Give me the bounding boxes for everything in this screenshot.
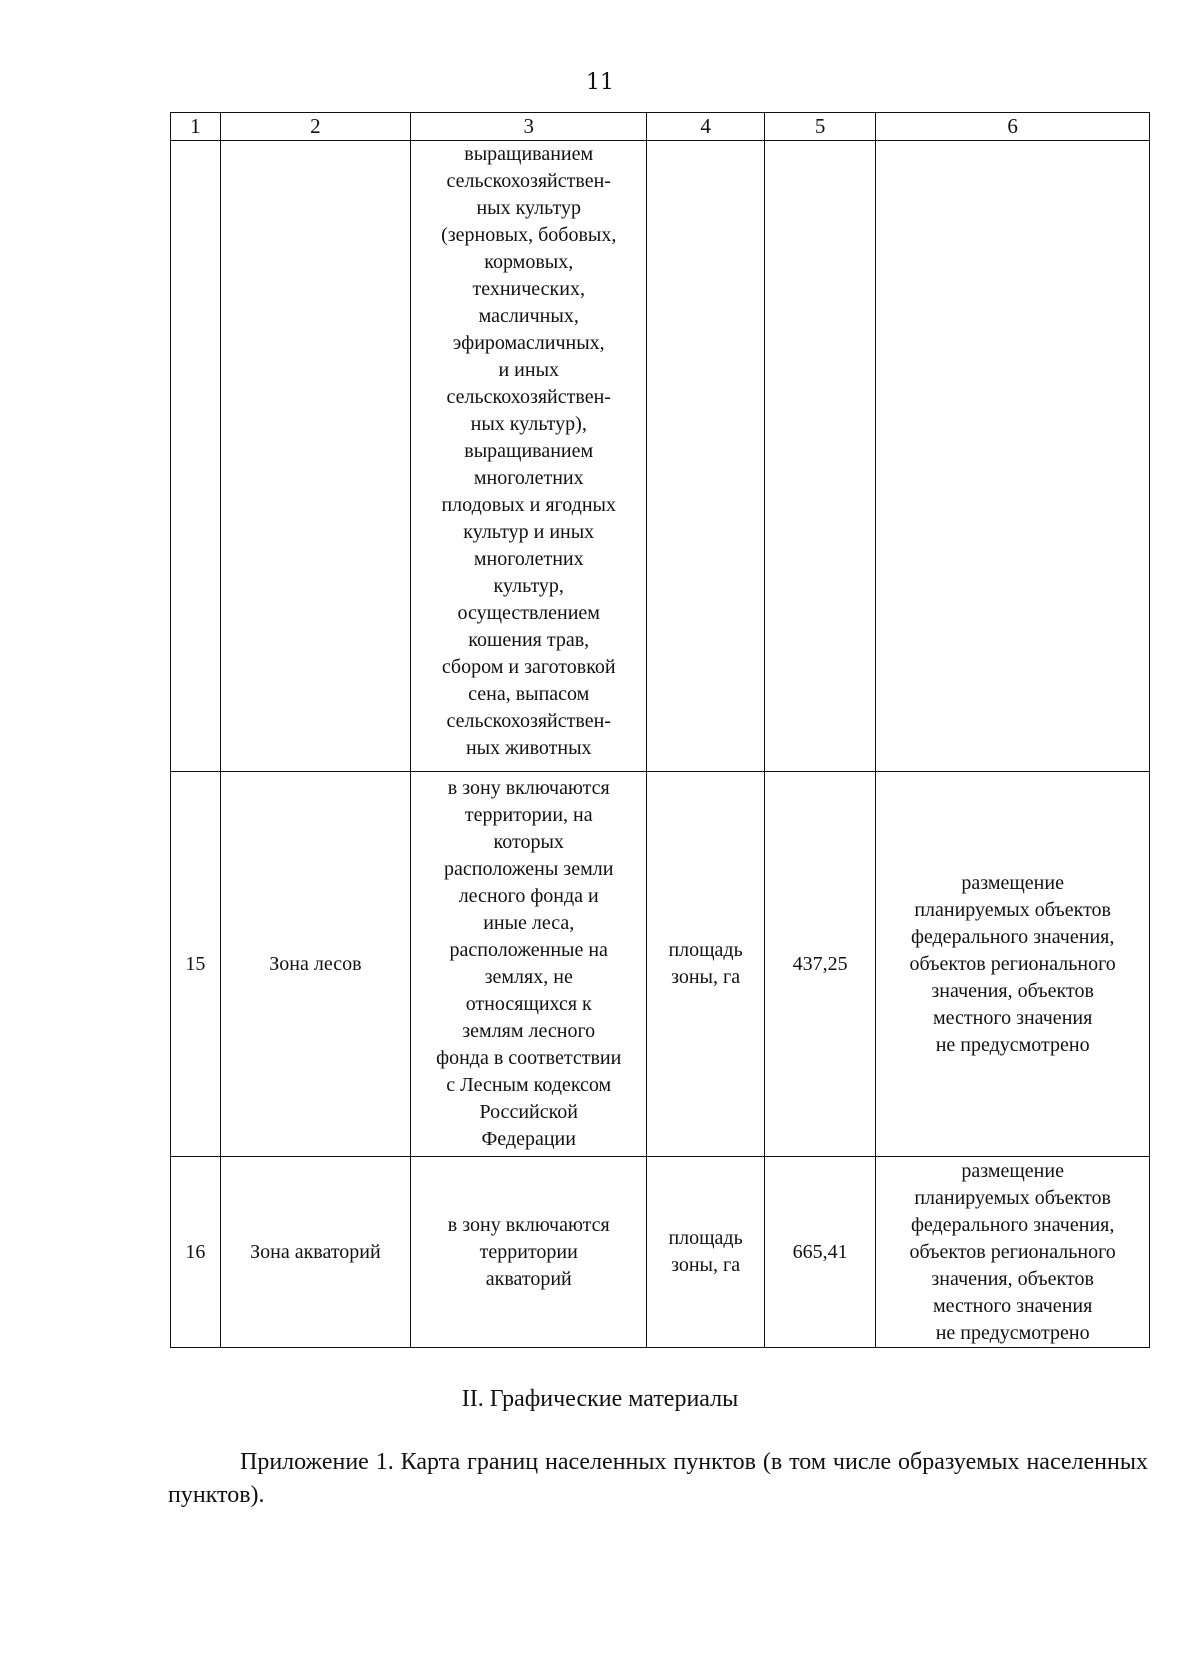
cell-line: землях, не <box>484 966 573 988</box>
section-heading: II. Графические материалы <box>461 1386 739 1412</box>
table-row-continuation <box>171 141 1150 772</box>
appendix-paragraph: Приложение 1. Карта границ населенных пунктов (в том числе образуемых населенных пунктов). <box>168 1449 1148 1508</box>
cell-line: ных животных <box>465 737 592 759</box>
table-cell-zone: Зона акваторий <box>220 1157 411 1348</box>
table-cell-description <box>411 141 647 772</box>
table-cell-value: 437,25 <box>764 772 875 1157</box>
cell-line: не предусмотрено <box>935 1321 1090 1344</box>
table-cell-zone: Зона лесов <box>220 772 411 1157</box>
cell-line: плодовых и ягодных <box>441 494 616 516</box>
table-header-cell: 2 <box>220 113 411 141</box>
cell-line: территории <box>479 1240 578 1263</box>
table-cell-num: 15 <box>171 772 221 1157</box>
cell-line: иные леса, <box>483 912 575 934</box>
cell-line: значения, объектов <box>931 979 1094 1002</box>
cell-line: которых <box>493 831 564 853</box>
cell-line: ных культур <box>476 197 581 219</box>
cell-line: акваторий <box>485 1267 572 1290</box>
cell-line: площадь <box>668 1227 743 1249</box>
table-cell-zone <box>220 141 411 772</box>
table-header-cell: 5 <box>764 113 875 141</box>
cell-line: культур и иных <box>463 521 595 543</box>
cell-line: Федерации <box>481 1128 576 1150</box>
cell-line: культур, <box>493 575 564 597</box>
cell-line: планируемых объектов <box>914 1186 1111 1209</box>
table-cell-num: 16 <box>171 1157 221 1348</box>
table-cell-indicator <box>647 1157 765 1348</box>
cell-line: кормовых, <box>484 251 574 273</box>
cell-line: многолетних <box>473 548 584 570</box>
cell-line: местного значения <box>933 1006 1093 1029</box>
cell-line: фонда в соответствии <box>436 1047 622 1069</box>
cell-line: сельскохозяйствен- <box>446 170 611 192</box>
cell-line: местного значения <box>933 1294 1093 1317</box>
cell-line: значения, объектов <box>931 1267 1094 1290</box>
cell-line: зоны, га <box>671 1254 741 1276</box>
table-cell-objects <box>876 141 1150 772</box>
table-cell-value: 665,41 <box>764 1157 875 1348</box>
cell-line: расположенные на <box>449 939 608 961</box>
table-row <box>171 1157 1150 1348</box>
table-cell-indicator <box>647 772 765 1157</box>
table-header-cell: 4 <box>647 113 765 141</box>
cell-line: сельскохозяйствен- <box>446 386 611 408</box>
cell-line: эфиромасличных, <box>452 332 605 354</box>
cell-line: осуществлением <box>457 602 600 624</box>
cell-line: сельскохозяйствен- <box>446 710 611 732</box>
cell-line: в зону включаются <box>447 1213 610 1236</box>
cell-line: расположены земли <box>444 858 614 880</box>
table-cell-indicator <box>647 141 765 772</box>
page-number: 11 <box>586 70 614 95</box>
cell-line: выращиванием <box>464 440 594 462</box>
cell-line: лесного фонда и <box>458 885 599 907</box>
cell-line: планируемых объектов <box>914 898 1111 921</box>
cell-line: размещение <box>961 1159 1064 1182</box>
cell-line: территории, на <box>464 804 593 826</box>
cell-line: размещение <box>961 871 1064 894</box>
table-cell-description <box>411 772 647 1157</box>
table-cell-objects <box>876 772 1150 1157</box>
table-cell-objects <box>876 1157 1150 1348</box>
cell-line: не предусмотрено <box>935 1033 1090 1056</box>
table-cell-num <box>171 141 221 772</box>
cell-line: площадь <box>668 939 743 961</box>
cell-line: (зерновых, бобовых, <box>441 224 617 246</box>
cell-line: относящихся к <box>465 993 592 1015</box>
cell-line: ных культур), <box>470 413 587 435</box>
cell-line: Российской <box>479 1101 579 1123</box>
table-header-cell: 6 <box>876 113 1150 141</box>
table-header-cell: 3 <box>411 113 647 141</box>
cell-line: выращиванием <box>464 143 594 165</box>
cell-line: и иных <box>498 359 559 381</box>
cell-line: объектов регионального <box>909 952 1116 975</box>
cell-line: землям лесного <box>462 1020 596 1042</box>
table-header-row <box>171 113 1150 141</box>
table-header-cell: 1 <box>171 113 221 141</box>
table-cell-value <box>764 141 875 772</box>
cell-line: сена, выпасом <box>468 683 590 705</box>
cell-line: зоны, га <box>671 966 741 988</box>
cell-line: кошения трав, <box>468 629 590 651</box>
cell-line: федерального значения, <box>910 1213 1115 1236</box>
cell-line: масличных, <box>478 305 579 327</box>
cell-line: технических, <box>472 278 585 300</box>
table-row <box>171 772 1150 1157</box>
cell-line: объектов регионального <box>909 1240 1116 1263</box>
table-cell-description <box>411 1157 647 1348</box>
cell-line: федерального значения, <box>910 925 1115 948</box>
zones-table <box>170 112 1150 1348</box>
cell-line: с Лесным кодексом <box>446 1074 612 1096</box>
cell-line: многолетних <box>473 467 584 489</box>
cell-line: сбором и заготовкой <box>441 656 616 678</box>
cell-line: в зону включаются <box>447 777 610 799</box>
